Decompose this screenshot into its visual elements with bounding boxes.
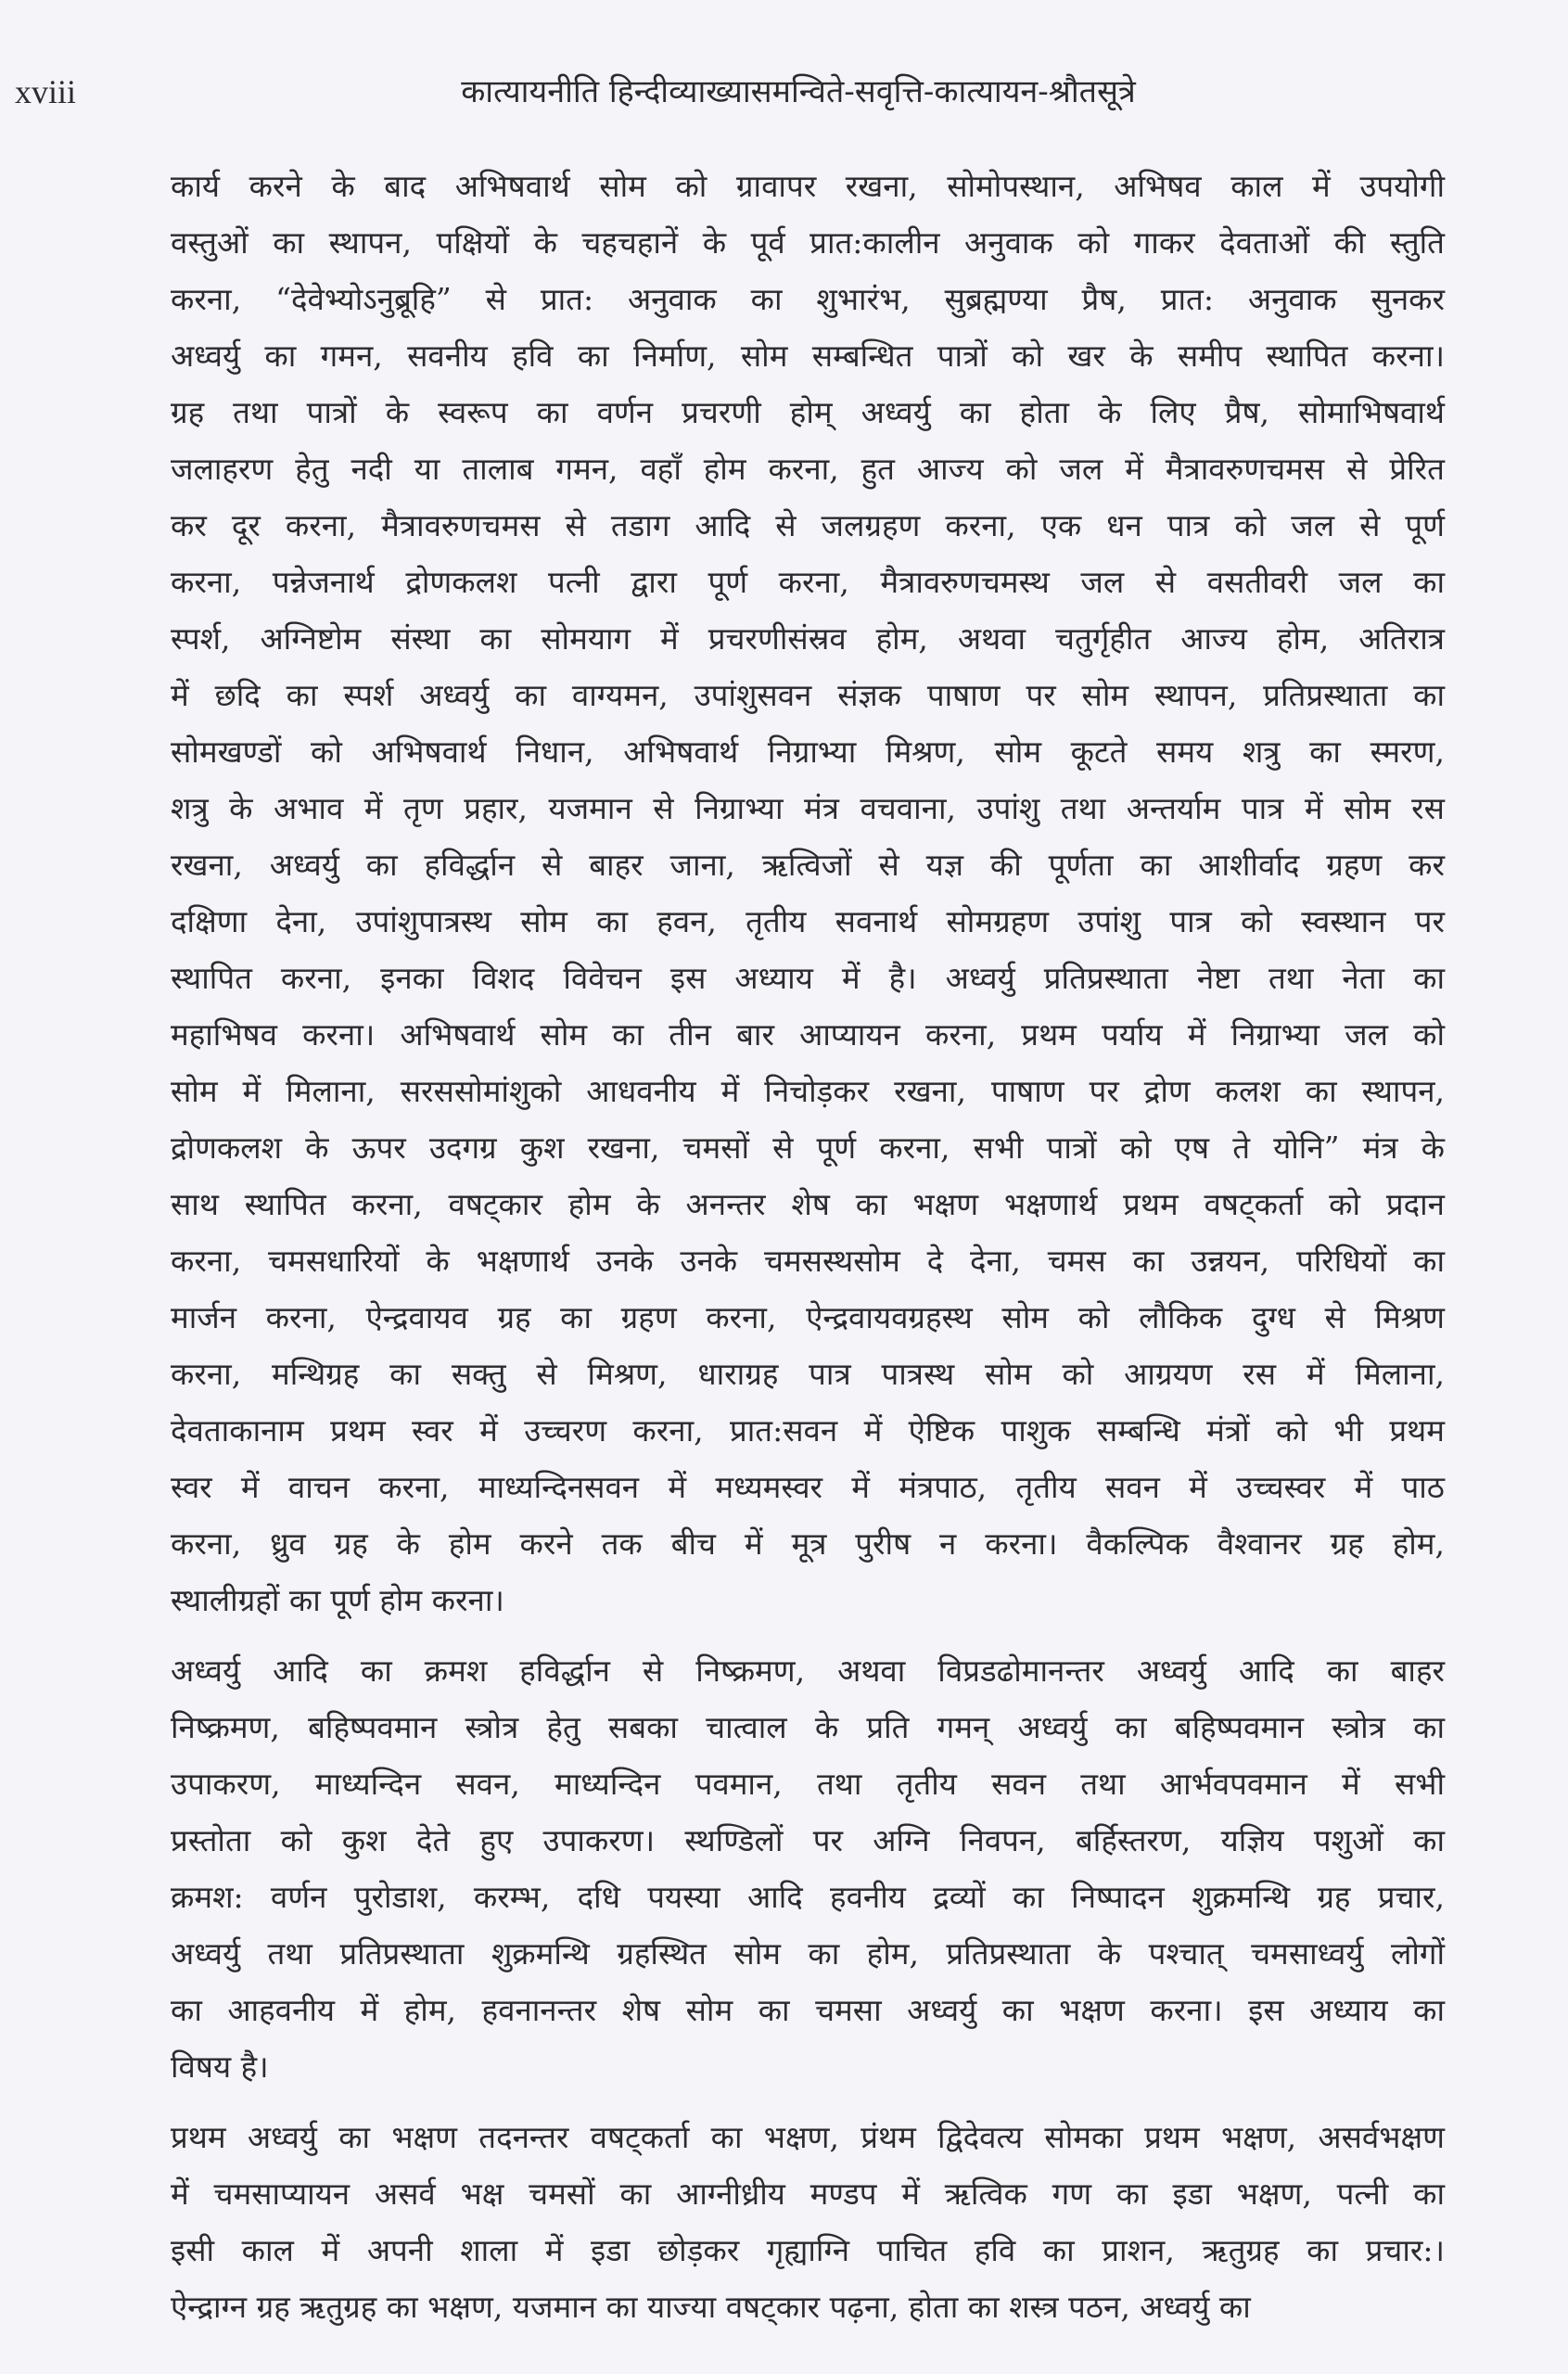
text-line: करना, ध्रुव ग्रह के होम करने तक बीच में मूत्र पुरीष न करना। वैकल्पिक वैश्वानर ग्रह होम, xyxy=(171,1525,1445,1562)
text-line: कर दूर करना, मैत्रावरुणचमस से तडाग आदि से जलग्रहण करना, एक धन पात्र को जल से पूर्ण xyxy=(171,507,1445,543)
paragraph xyxy=(171,158,1445,1628)
text-line: प्रस्तोता को कुश देते हुए उपाकरण। स्थण्डिलों पर अग्नि निवपन, बर्हिस्तरण, यज्ञिय पशुओं का xyxy=(171,1822,1445,1858)
text-line: देवताकानाम प्रथम स्वर में उच्चरण करना, प्रात:सवन में ऐष्टिक पाशुक सम्बन्धि मंत्रों को भी प्रथम xyxy=(171,1412,1445,1449)
text-line: करना, “देवेभ्योऽनुब्रूहि” से प्रात: अनुवाक का शुभारंभ, सुब्रह्मण्या प्रैष, प्रात: अनुवाक सुनकर xyxy=(171,281,1445,317)
text-line: मार्जन करना, ऐन्द्रवायव ग्रह का ग्रहण करना, ऐन्द्रवायवग्रहस्थ सोम को लौकिक दुग्ध से मिश्रण xyxy=(171,1299,1445,1335)
body-text xyxy=(171,158,1445,2349)
text-line: करना, चमसधारियों के भक्षणार्थ उनके उनके चमसस्थसोम दे देना, चमस का उन्नयन, परिधियों का xyxy=(171,1243,1445,1279)
text-line: स्पर्श, अग्निष्टोम संस्था का सोमयाग में प्रचरणीसंस्रव होम, अथवा चतुर्गृहीत आज्य होम, अतिरात्र xyxy=(171,620,1445,657)
text-line: जलाहरण हेतु नदी या तालाब गमन, वहाँ होम करना, हुत आज्य को जल में मैत्रावरुणचमस से प्रेरित xyxy=(171,451,1445,487)
text-line: रखना, अध्वर्यु का हविर्द्धान से बाहर जाना, ऋत्विजों से यज्ञ की पूर्णता का आशीर्वाद ग्रहण कर xyxy=(171,847,1445,883)
text-line: करना, पन्नेजनार्थ द्रोणकलश पत्नी द्वारा पूर्ण करना, मैत्रावरुणचमस्थ जल से वसतीवरी जल का xyxy=(171,564,1445,600)
text-line: में चमसाप्यायन असर्व भक्ष चमसों का आग्नीध्रीय मण्डप में ऋत्विक गण का इडा भक्षण, पत्नी का xyxy=(171,2176,1445,2212)
text-line: शत्रु के अभाव में तृण प्रहार, यजमान से निग्राभ्या मंत्र वचवाना, उपांशु तथा अन्तर्याम पात्र में सोम रस xyxy=(171,790,1445,826)
text-line: स्थापित करना, इनका विशद विवेचन इस अध्याय में है। अध्वर्यु प्रतिप्रस्थाता नेष्टा तथा नेता का xyxy=(171,960,1445,996)
text-line: अध्वर्यु आदि का क्रमश हविर्द्धान से निष्क्रमण, अथवा विप्रडढोमानन्तर अध्वर्यु आदि का बाहर xyxy=(171,1653,1445,1689)
text-line: का आहवनीय में होम, हवनानन्तर शेष सोम का चमसा अध्वर्यु का भक्षण करना। इस अध्याय का xyxy=(171,1992,1445,2028)
text-line: इसी काल में अपनी शाला में इडा छोड़कर गृह्याग्नि पाचित हवि का प्राशन, ऋतुग्रह का प्रचार:। xyxy=(171,2232,1445,2268)
text-line: स्वर में वाचन करना, माध्यन्दिनसवन में मध्यमस्वर में मंत्रपाठ, तृतीय सवन में उच्चस्वर में पाठ xyxy=(171,1469,1445,1505)
text-line: प्रथम अध्वर्यु का भक्षण तदनन्तर वषट्कर्ता का भक्षण, प्रंथम द्विदेवत्य सोमका प्रथम भक्षण, असर्वभक्षण xyxy=(171,2119,1445,2155)
text-line: ग्रह तथा पात्रों के स्वरूप का वर्णन प्रचरणी होम् अध्वर्यु का होता के लिए प्रैष, सोमाभिषवार्थ xyxy=(171,394,1445,430)
text-line: करना, मन्थिग्रह का सक्तु से मिश्रण, धाराग्रह पात्र पात्रस्थ सोम को आग्रयण रस में मिलाना, xyxy=(171,1356,1445,1392)
text-line: महाभिषव करना। अभिषवार्थ सोम का तीन बार आप्यायन करना, प्रथम पर्याय में निग्राभ्या जल को xyxy=(171,1016,1445,1053)
text-line: उपाकरण, माध्यन्दिन सवन, माध्यन्दिन पवमान, तथा तृतीय सवन तथा आर्भवपवमान में सभी xyxy=(171,1766,1445,1802)
text-line: अध्वर्यु का गमन, सवनीय हवि का निर्माण, सोम सम्बन्धित पात्रों को खर के समीप स्थापित करना। xyxy=(171,338,1445,374)
text-line: सोम में मिलाना, सरससोमांशुको आधवनीय में निचोड़कर रखना, पाषाण पर द्रोण कलश का स्थापन, xyxy=(171,1073,1445,1109)
running-title: कात्यायनीति हिन्दीव्याख्यासमन्विते-सवृत्ति-कात्यायन-श्रौतसूत्रे xyxy=(461,73,1136,110)
paragraph xyxy=(171,1642,1445,2095)
text-line: ऐन्द्राग्न ग्रह ऋतुग्रह का भक्षण, यजमान का याज्या वषट्कार पढ़ना, होता का शस्त्र पठन, अध्वर्यु का xyxy=(171,2289,1251,2325)
text-line: स्थालीग्रहों का पूर्ण होम करना। xyxy=(171,1582,504,1618)
text-line: में छदि का स्पर्श अध्वर्यु का वाग्यमन, उपांशुसवन संज्ञक पाषाण पर सोम स्थापन, प्रतिप्रस्थाता का xyxy=(171,677,1445,713)
text-line: सोमखण्डों को अभिषवार्थ निधान, अभिषवार्थ निग्राभ्या मिश्रण, सोम कूटते समय शत्रु का स्मरण, xyxy=(171,734,1445,770)
text-line: निष्क्रमण, बहिष्पवमान स्त्रोत्र हेतु सबका चात्वाल के प्रति गमन् अध्वर्यु का बहिष्पवमान स्त्रोत्र का xyxy=(171,1709,1445,1745)
paragraph xyxy=(171,2109,1445,2335)
text-line: वस्तुओं का स्थापन, पक्षियों के चहचहानें के पूर्व प्रात:कालीन अनुवाक को गाकर देवताओं की स्तुति xyxy=(171,224,1445,261)
text-line: क्रमश: वर्णन पुरोडाश, करम्भ, दधि पयस्या आदि हवनीय द्रव्यों का निष्पादन शुक्रमन्थि ग्रह प्रचार, xyxy=(171,1879,1445,1915)
text-line: कार्य करने के बाद अभिषवार्थ सोम को ग्रावापर रखना, सोमोपस्थान, अभिषव काल में उपयोगी xyxy=(171,168,1445,204)
text-line: द्रोणकलश के ऊपर उदगग्र कुश रखना, चमसों से पूर्ण करना, सभी पात्रों को एष ते योनि” मंत्र के xyxy=(171,1130,1445,1166)
page-number: xviii xyxy=(15,73,77,110)
text-line: अध्वर्यु तथा प्रतिप्रस्थाता शुक्रमन्थि ग्रहस्थित सोम का होम, प्रतिप्रस्थाता के पश्चात् चमसाध्वर्यु लोगों xyxy=(171,1935,1445,1972)
text-line: साथ स्थापित करना, वषट्कार होम के अनन्तर शेष का भक्षण भक्षणार्थ प्रथम वषट्कर्ता को प्रदान xyxy=(171,1186,1445,1222)
text-line: दक्षिणा देना, उपांशुपात्रस्थ सोम का हवन, तृतीय सवनार्थ सोमग्रहण उपांशु पात्र को स्वस्थान पर xyxy=(171,903,1445,939)
text-line: विषय है। xyxy=(171,2049,269,2085)
